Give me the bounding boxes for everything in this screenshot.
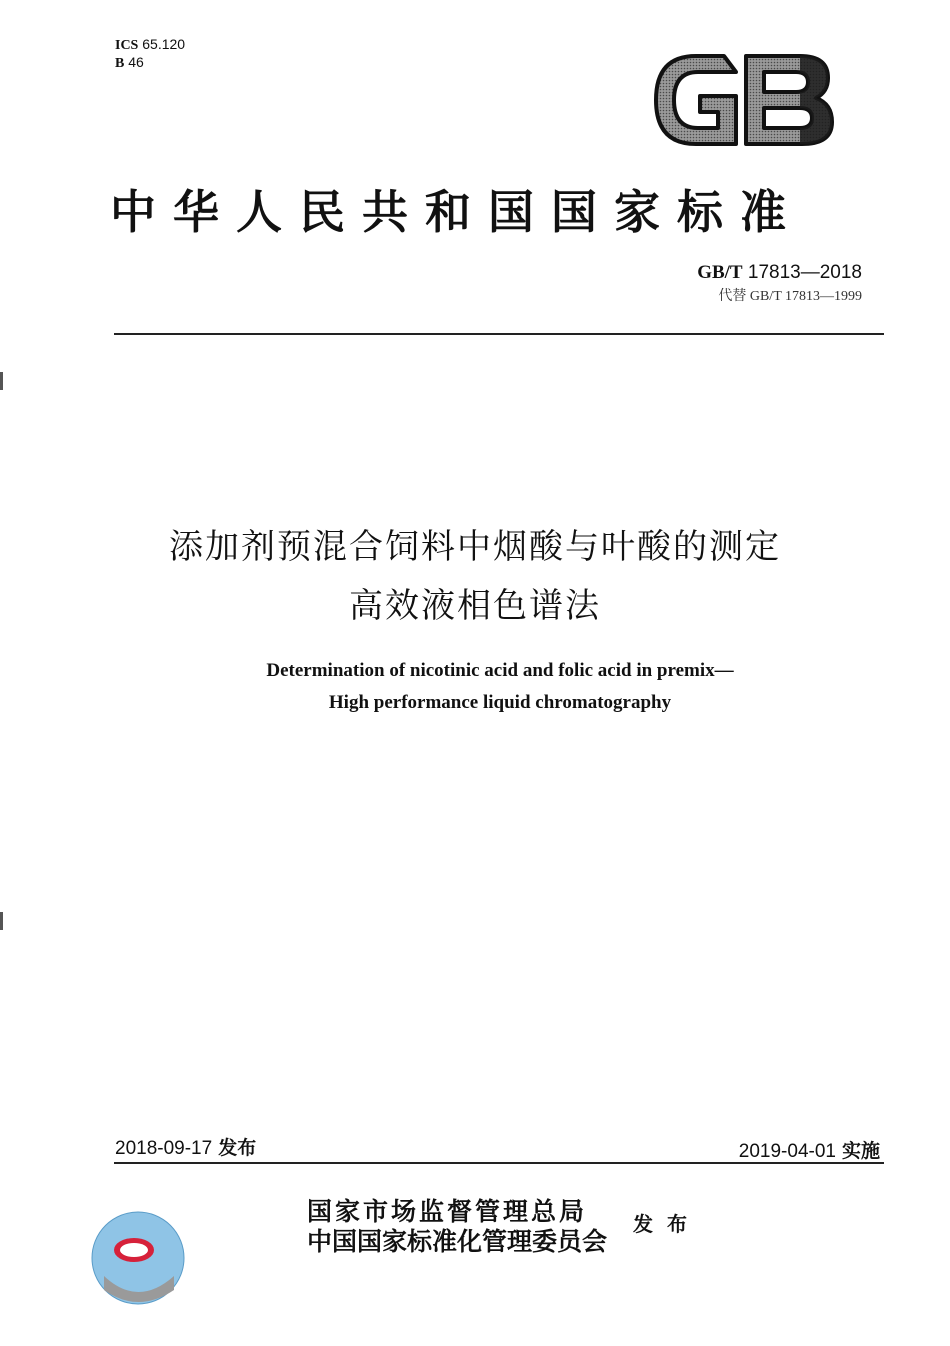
standard-code: [697, 262, 862, 284]
ics-label: ICS: [115, 38, 139, 53]
scan-edge-mark: [0, 372, 3, 390]
publish-label: 发布: [633, 1212, 701, 1236]
ics-line: [115, 36, 185, 54]
issuer-line-1: 国家市场监督管理总局: [307, 1197, 588, 1226]
chinese-title-line-1: 添加剂预混合饲料中烟酸与叶酸的测定: [169, 527, 781, 567]
anti-counterfeit-seal-icon: [90, 1210, 186, 1306]
standard-code-number: 17813—2018: [747, 262, 862, 283]
ccs-code: 46: [128, 54, 144, 70]
header-divider: [114, 333, 884, 335]
ics-code: 65.120: [142, 36, 186, 52]
replaced-standard: 代替 GB/T 17813—1999: [718, 289, 862, 304]
scan-edge-mark: [0, 912, 3, 930]
standard-code-prefix: GB/T: [697, 262, 743, 283]
issuer-line-2: 中国国家标准化管理委员会: [307, 1227, 608, 1256]
issue-date-value: 2018-09-17: [115, 1138, 213, 1159]
issue-date-suffix: 发布: [218, 1137, 257, 1159]
implementation-date-value: 2019-04-01: [738, 1141, 836, 1162]
classification-block: [115, 36, 185, 72]
implementation-date-suffix: 实施: [841, 1140, 880, 1162]
ccs-label: B: [115, 56, 125, 71]
english-title-line-2: High performance liquid chromatography: [328, 692, 672, 713]
ccs-line: [115, 54, 185, 72]
issue-date: [115, 1133, 256, 1160]
footer-divider: [114, 1162, 884, 1164]
chinese-title-line-2: 高效液相色谱法: [349, 586, 601, 626]
english-title-line-1: Determination of nicotinic acid and folic acid in premix—: [266, 660, 734, 681]
implementation-date: [739, 1136, 880, 1163]
gb-standard-logo-icon: [650, 52, 835, 148]
national-standard-title: 中华人民共和国国家标准: [110, 185, 803, 239]
